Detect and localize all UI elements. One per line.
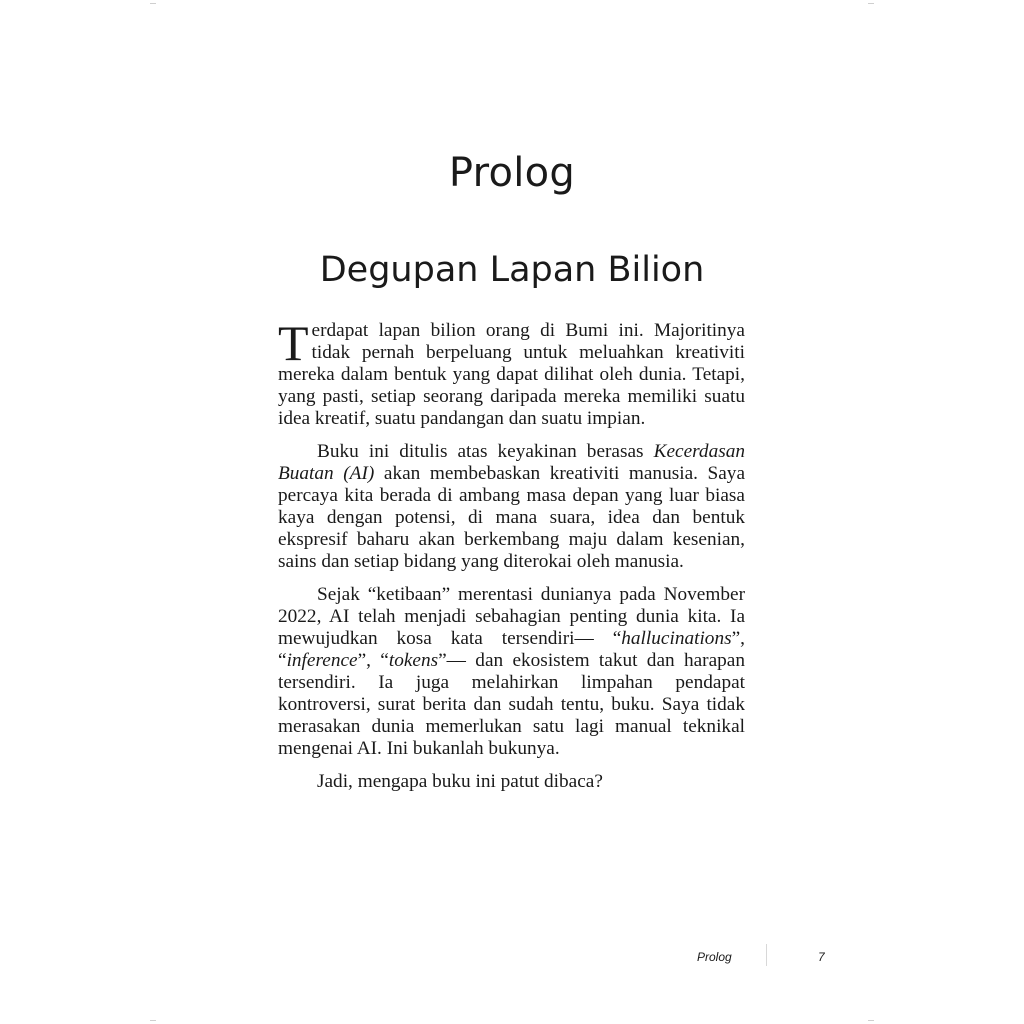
- term-hallucinations: hallucinations: [621, 628, 732, 649]
- page-number: 7: [818, 950, 825, 964]
- separator: ”, “: [278, 628, 745, 671]
- term-tokens: tokens: [388, 650, 439, 671]
- paragraph-2: [278, 441, 745, 573]
- paragraph-1: [278, 315, 745, 430]
- paragraph-2-after: akan membebaskan kreativiti manusia. Saya percaya kita berada di ambang masa depan yang luar biasa kaya dengan potensi, di mana suara, idea dan bentuk ekspresif baharu akan berkembang maju dalam kesenian, sains dan setiap bidang yang diterokai oleh manusia.: [278, 463, 745, 572]
- page-title: Degupan Lapan Bilion: [319, 250, 705, 290]
- crop-mark: [150, 3, 156, 4]
- body-text: [278, 315, 745, 804]
- crop-mark: [868, 1020, 874, 1021]
- paragraph-4: Jadi, mengapa buku ini patut dibaca?: [317, 771, 603, 792]
- separator: ”, “: [357, 650, 389, 671]
- crop-mark: [150, 1020, 156, 1021]
- paragraph-2-before: Buku ini ditulis atas keyakinan berasas: [317, 441, 654, 462]
- paragraph-3: [278, 584, 745, 760]
- paragraph-3-part1: Sejak “ketibaan” merentasi dunianya pada November 2022, AI telah menjadi sebahagian penting dunia kita. Ia mewujudkan kosa kata tersendiri— “: [278, 584, 745, 649]
- paragraph-1-text: erdapat lapan bilion orang di Bumi ini. Majoritinya tidak pernah berpeluang untuk meluahkan kreativiti mereka dalam bentuk yang dapat dilihat oleh dunia. Tetapi, yang pasti, setiap seorang daripada mereka memiliki suatu idea kreatif, suatu pandangan dan suatu impian.: [278, 320, 745, 429]
- term-inference: inference: [286, 650, 358, 671]
- chapter-label: Prolog: [448, 150, 576, 196]
- paragraph-2-italic: Kecerdasan Buatan (AI): [278, 441, 745, 484]
- running-title: Prolog: [697, 950, 732, 964]
- drop-cap: T: [278, 315, 309, 371]
- crop-mark: [868, 3, 874, 4]
- paragraph-3-part2: ”— dan ekosistem takut dan harapan tersendiri. Ia juga melahirkan limpahan pendapat kontroversi, surat berita dan sudah tentu, buku. Saya tidak merasakan dunia memerlukan satu lagi manual teknikal mengenai AI. Ini bukanlah bukunya.: [278, 650, 745, 759]
- footer-divider: [766, 944, 767, 966]
